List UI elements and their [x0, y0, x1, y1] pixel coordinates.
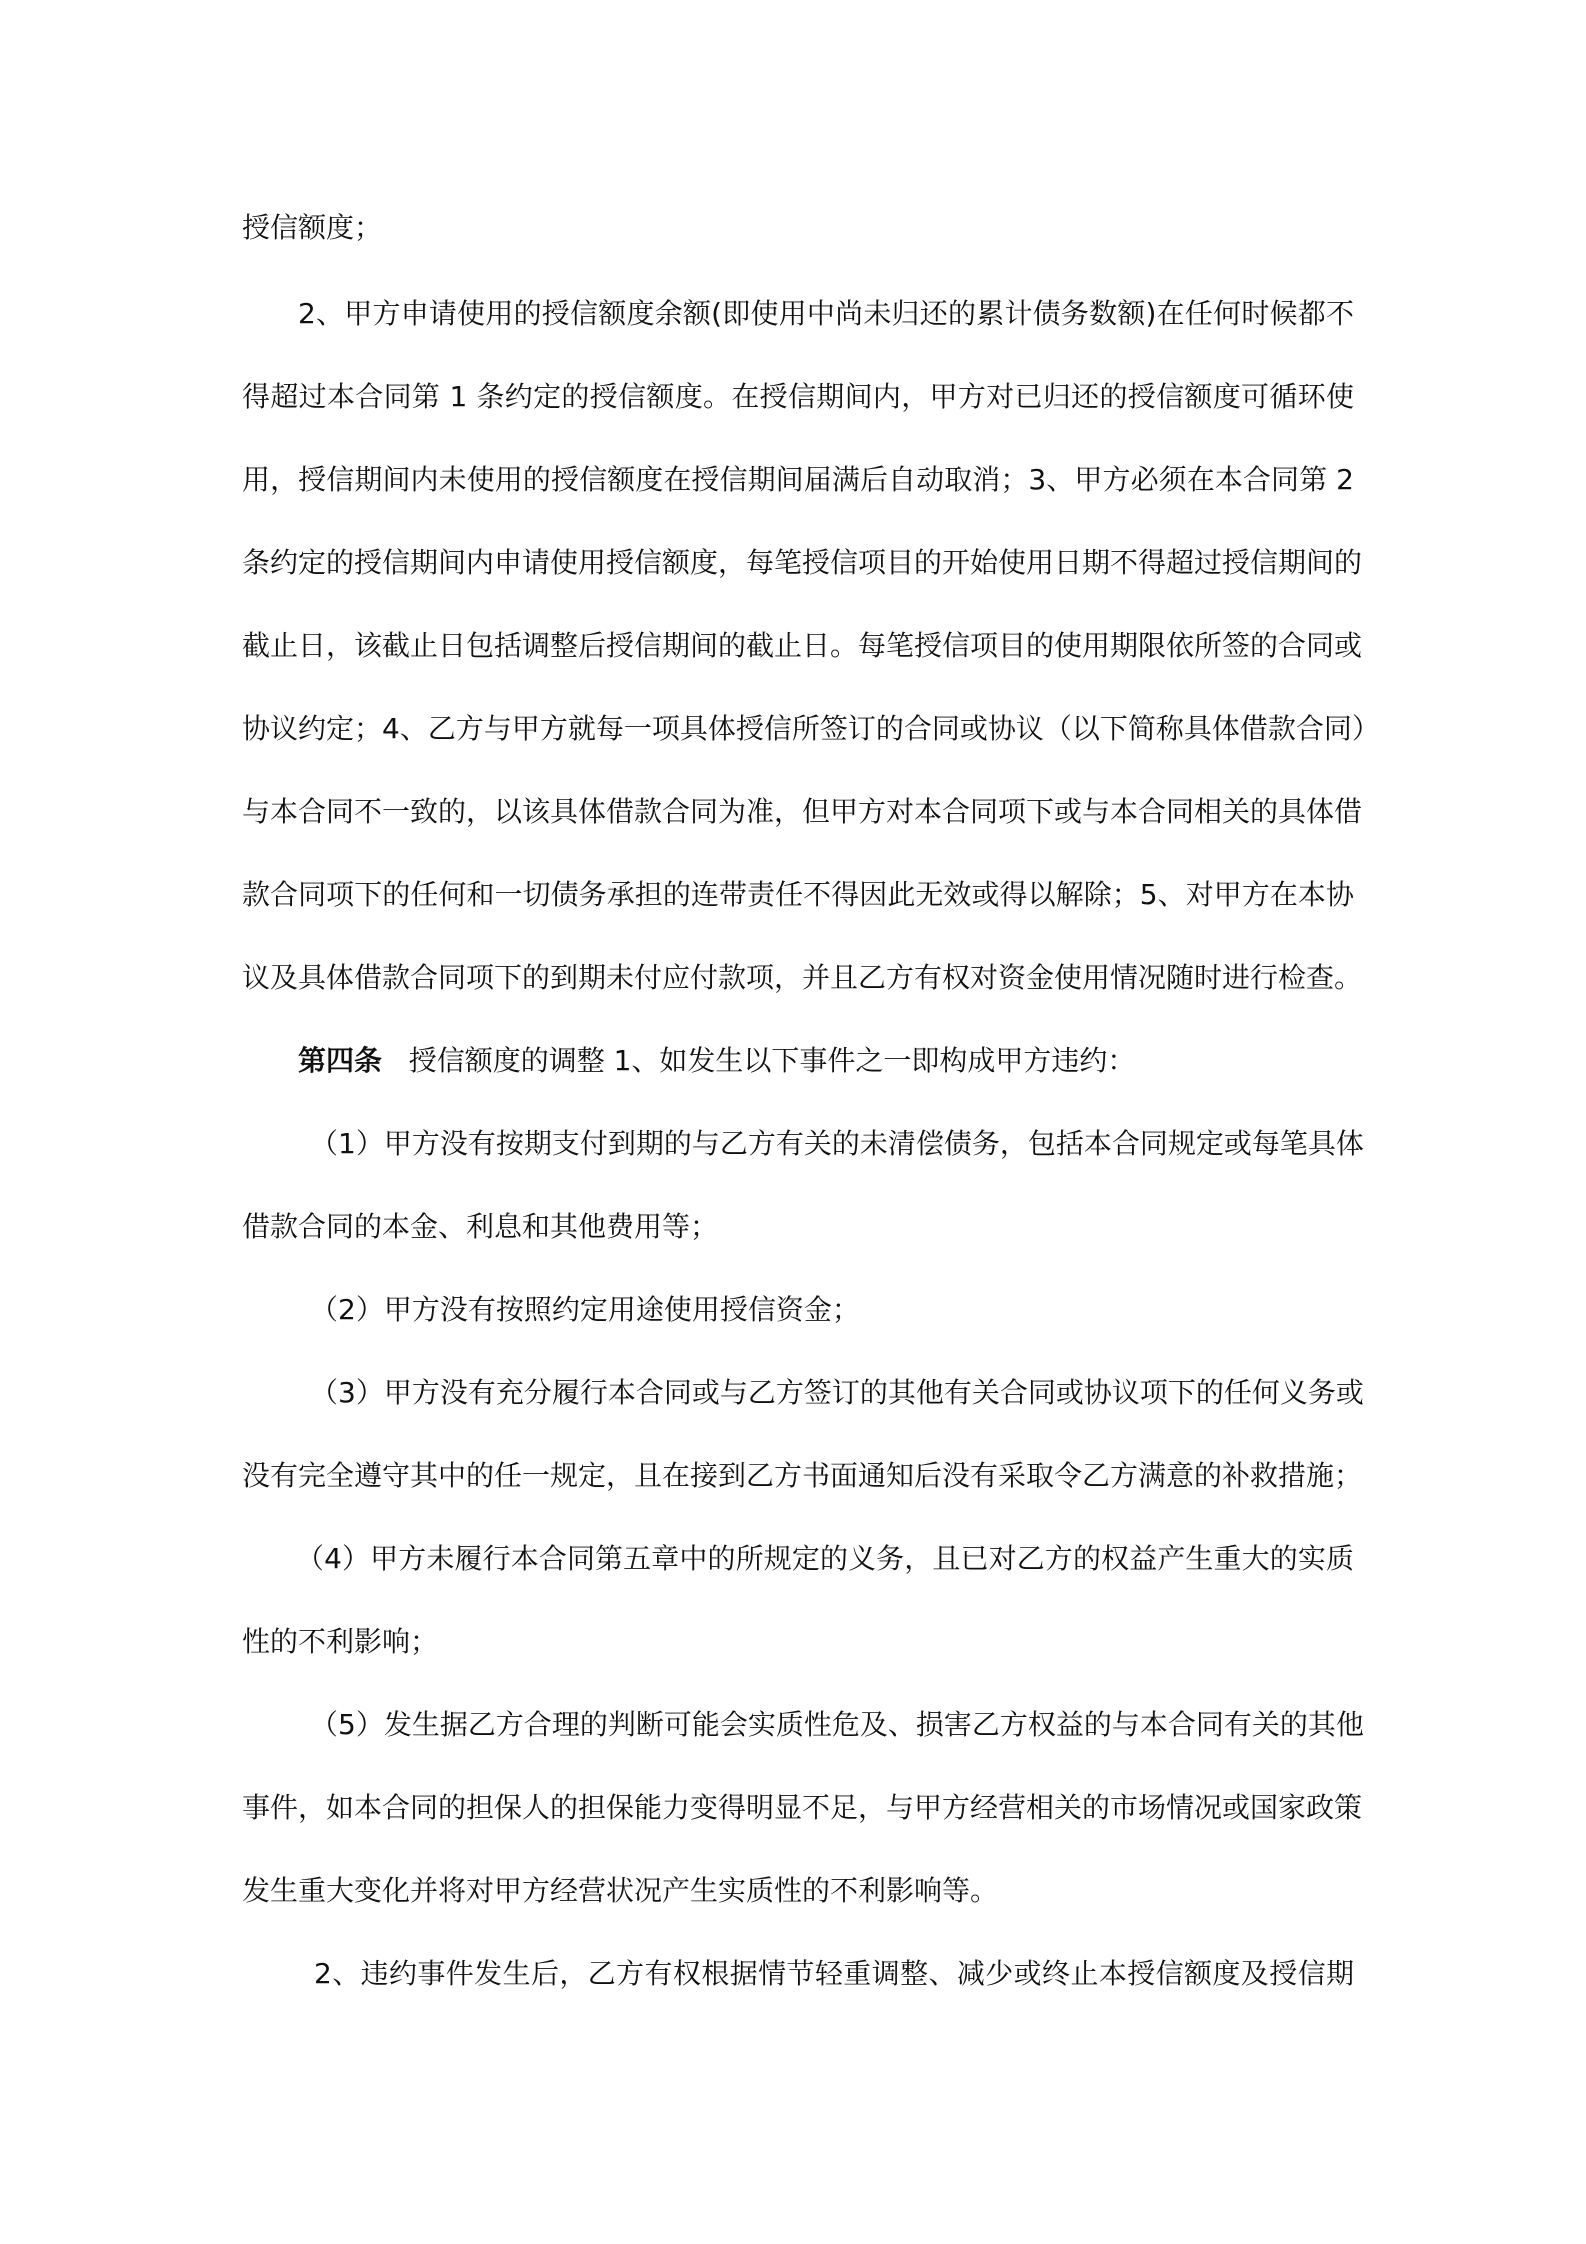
text-line: （3）甲方没有充分履行本合同或与乙方签订的其他有关合同或协议项下的任何义务或: [310, 1376, 1364, 1409]
text-line: 没有完全遵守其中的任一规定，且在接到乙方书面通知后没有采取令乙方满意的补救措施；: [242, 1459, 1363, 1492]
article-label: 第四条: [298, 1044, 383, 1077]
text-line: 2、违约事件发生后，乙方有权根据情节轻重调整、减少或终止本授信额度及授信期: [314, 1957, 1354, 1990]
text-line: 截止日，该截止日包括调整后授信期间的截止日。每笔授信项目的使用期限依所签的合同或: [242, 629, 1363, 662]
text-line: 议及具体借款合同项下的到期未付应付款项，并且乙方有权对资金使用情况随时进行检查。: [242, 961, 1363, 994]
text-line: 发生重大变化并将对甲方经营状况产生实质性的不利影响等。: [242, 1874, 999, 1907]
text-line: （1）甲方没有按期支付到期的与乙方有关的未清偿债务，包括本合同规定或每笔具体: [310, 1127, 1364, 1160]
text-line: （5）发生据乙方合理的判断可能会实质性危及、损害乙方权益的与本合同有关的其他: [310, 1708, 1364, 1741]
text-line: 条约定的授信期间内申请使用授信额度，每笔授信项目的开始使用日期不得超过授信期间的: [242, 546, 1363, 579]
text-line: 事件，如本合同的担保人的担保能力变得明显不足，与甲方经营相关的市场情况或国家政策: [242, 1791, 1363, 1824]
text-line: （4）甲方未履行本合同第五章中的所规定的义务，且已对乙方的权益产生重大的实质: [296, 1542, 1354, 1575]
text-line: 得超过本合同第 1 条约定的授信额度。在授信期间内，甲方对已归还的授信额度可循环使: [242, 380, 1354, 413]
text-line: 性的不利影响；: [242, 1625, 439, 1658]
text-line: 协议约定；4、乙方与甲方就每一项具体授信所签订的合同或协议（以下简称具体借款合同）: [242, 712, 1380, 745]
text-line: 款合同项下的任何和一切债务承担的连带责任不得因此无效或得以解除；5、对甲方在本协: [242, 878, 1354, 911]
article-heading-line: [298, 1041, 1354, 1081]
text-line: 与本合同不一致的，以该具体借款合同为准，但甲方对本合同项下或与本合同相关的具体借: [242, 795, 1363, 828]
text-line: （2）甲方没有按照约定用途使用授信资金；: [310, 1293, 860, 1326]
text-line: 2、甲方申请使用的授信额度余额(即使用中尚未归还的累计债务数额)在任何时候都不: [298, 297, 1354, 330]
text-line: 借款合同的本金、利息和其他费用等；: [242, 1210, 719, 1243]
article-heading-text: 授信额度的调整 1、如发生以下事件之一即构成甲方违约：: [408, 1044, 1136, 1077]
text-line: 用，授信期间内未使用的授信额度在授信期间届满后自动取消；3、甲方必须在本合同第 2: [242, 463, 1354, 496]
text-line: 授信额度；: [242, 211, 383, 244]
